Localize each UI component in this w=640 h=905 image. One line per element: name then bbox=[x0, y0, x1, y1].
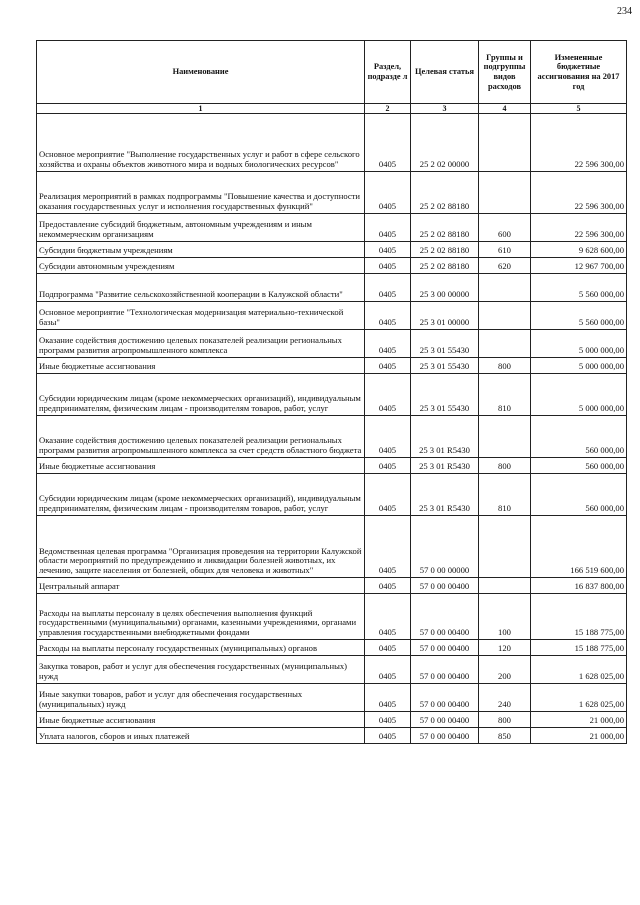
row-target: 25 3 01 R5430 bbox=[411, 416, 479, 458]
table-row bbox=[37, 358, 627, 374]
row-name: Иные бюджетные ассигнования bbox=[37, 358, 365, 374]
row-amount: 560 000,00 bbox=[531, 416, 627, 458]
table-row bbox=[37, 516, 627, 578]
row-section: 0405 bbox=[365, 578, 411, 594]
row-target: 57 0 00 00400 bbox=[411, 594, 479, 640]
row-amount: 16 837 800,00 bbox=[531, 578, 627, 594]
budget-table bbox=[36, 40, 627, 744]
row-amount: 166 519 600,00 bbox=[531, 516, 627, 578]
row-name: Субсидии юридическим лицам (кроме некоммерческих организаций), индивидуальным предпринимателям, физическим лицам - производителям товаров, работ, услуг bbox=[37, 474, 365, 516]
row-name: Иные закупки товаров, работ и услуг для обеспечения государственных (муниципальных) нужд bbox=[37, 684, 365, 712]
row-name: Расходы на выплаты персоналу в целях обеспечения выполнения функций государственными (муниципальными) органами, казенными учреждениями, органами управления государственными внебюджетными фондами bbox=[37, 594, 365, 640]
table-body bbox=[37, 114, 627, 744]
row-amount: 21 000,00 bbox=[531, 712, 627, 728]
row-group bbox=[479, 516, 531, 578]
table-row bbox=[37, 214, 627, 242]
row-target: 25 2 02 88180 bbox=[411, 242, 479, 258]
row-name: Предоставление субсидий бюджетным, автономным учреждениям и иным некоммерческим организациям bbox=[37, 214, 365, 242]
row-section: 0405 bbox=[365, 214, 411, 242]
row-amount: 560 000,00 bbox=[531, 458, 627, 474]
row-target: 25 2 02 00000 bbox=[411, 114, 479, 172]
row-name: Подпрограмма "Развитие сельскохозяйственной кооперации в Калужской области" bbox=[37, 274, 365, 302]
row-target: 25 2 02 88180 bbox=[411, 214, 479, 242]
row-target: 25 3 01 55430 bbox=[411, 358, 479, 374]
table-row bbox=[37, 640, 627, 656]
row-amount: 15 188 775,00 bbox=[531, 594, 627, 640]
row-group: 620 bbox=[479, 258, 531, 274]
table-row bbox=[37, 728, 627, 744]
table-row bbox=[37, 330, 627, 358]
row-group: 800 bbox=[479, 458, 531, 474]
row-target: 57 0 00 00400 bbox=[411, 684, 479, 712]
row-target: 25 3 00 00000 bbox=[411, 274, 479, 302]
row-section: 0405 bbox=[365, 474, 411, 516]
row-group: 800 bbox=[479, 358, 531, 374]
row-name: Расходы на выплаты персоналу государственных (муниципальных) органов bbox=[37, 640, 365, 656]
table-row bbox=[37, 656, 627, 684]
table-row bbox=[37, 684, 627, 712]
header-budget: Измененные бюджетные ассигнования на 2017 год bbox=[531, 41, 627, 104]
row-amount: 15 188 775,00 bbox=[531, 640, 627, 656]
row-amount: 22 596 300,00 bbox=[531, 214, 627, 242]
row-target: 57 0 00 00400 bbox=[411, 656, 479, 684]
row-group: 800 bbox=[479, 712, 531, 728]
row-section: 0405 bbox=[365, 358, 411, 374]
table-row bbox=[37, 274, 627, 302]
row-name: Субсидии бюджетным учреждениям bbox=[37, 242, 365, 258]
table-row bbox=[37, 302, 627, 330]
table-row bbox=[37, 594, 627, 640]
row-amount: 12 967 700,00 bbox=[531, 258, 627, 274]
column-number: 4 bbox=[479, 104, 531, 114]
table-row bbox=[37, 242, 627, 258]
table-header bbox=[37, 41, 627, 114]
row-target: 25 3 01 00000 bbox=[411, 302, 479, 330]
page-number: 234 bbox=[617, 6, 632, 17]
row-group bbox=[479, 172, 531, 214]
row-group: 200 bbox=[479, 656, 531, 684]
row-amount: 5 000 000,00 bbox=[531, 358, 627, 374]
row-section: 0405 bbox=[365, 640, 411, 656]
header-section: Раздел, подразде л bbox=[365, 41, 411, 104]
table-row bbox=[37, 416, 627, 458]
table-row bbox=[37, 712, 627, 728]
row-group: 610 bbox=[479, 242, 531, 258]
column-number: 5 bbox=[531, 104, 627, 114]
row-group: 120 bbox=[479, 640, 531, 656]
row-name: Реализация мероприятий в рамках подпрограммы "Повышение качества и доступности оказания государственных услуг и исполнения государственных функций" bbox=[37, 172, 365, 214]
row-group bbox=[479, 302, 531, 330]
row-group: 810 bbox=[479, 474, 531, 516]
row-group bbox=[479, 330, 531, 358]
row-name: Уплата налогов, сборов и иных платежей bbox=[37, 728, 365, 744]
row-section: 0405 bbox=[365, 274, 411, 302]
row-target: 25 3 01 55430 bbox=[411, 374, 479, 416]
row-amount: 5 560 000,00 bbox=[531, 302, 627, 330]
row-target: 25 2 02 88180 bbox=[411, 258, 479, 274]
row-target: 57 0 00 00400 bbox=[411, 712, 479, 728]
row-target: 25 3 01 55430 bbox=[411, 330, 479, 358]
column-number: 1 bbox=[37, 104, 365, 114]
row-name: Иные бюджетные ассигнования bbox=[37, 712, 365, 728]
table-row bbox=[37, 258, 627, 274]
table-row bbox=[37, 374, 627, 416]
row-group bbox=[479, 578, 531, 594]
row-name: Основное мероприятие "Технологическая модернизация материально-технической базы" bbox=[37, 302, 365, 330]
row-target: 57 0 00 00400 bbox=[411, 640, 479, 656]
row-name: Основное мероприятие "Выполнение государственных услуг и работ в сфере сельского хозяйства и охраны объектов животного мира и водных биологических ресурсов" bbox=[37, 114, 365, 172]
table-row bbox=[37, 172, 627, 214]
row-section: 0405 bbox=[365, 416, 411, 458]
row-group: 850 bbox=[479, 728, 531, 744]
row-name: Оказание содействия достижению целевых показателей реализации региональных программ развития агропромышленного комплекса за счет средств областного бюджета bbox=[37, 416, 365, 458]
row-amount: 1 628 025,00 bbox=[531, 684, 627, 712]
row-name: Ведомственная целевая программа "Организация проведения на территории Калужской области мероприятий по предупреждению и ликвидации болезней животных, их лечению, защите населения от болезней, общих для человека и животных" bbox=[37, 516, 365, 578]
row-group: 810 bbox=[479, 374, 531, 416]
column-number: 2 bbox=[365, 104, 411, 114]
row-name: Иные бюджетные ассигнования bbox=[37, 458, 365, 474]
header-groups: Группы и подгруппы видов расходов bbox=[479, 41, 531, 104]
row-amount: 22 596 300,00 bbox=[531, 172, 627, 214]
row-section: 0405 bbox=[365, 258, 411, 274]
row-name: Центральный аппарат bbox=[37, 578, 365, 594]
table-row bbox=[37, 114, 627, 172]
table-row bbox=[37, 578, 627, 594]
row-section: 0405 bbox=[365, 712, 411, 728]
row-section: 0405 bbox=[365, 172, 411, 214]
row-target: 25 3 01 R5430 bbox=[411, 474, 479, 516]
row-target: 25 3 01 R5430 bbox=[411, 458, 479, 474]
row-section: 0405 bbox=[365, 594, 411, 640]
row-section: 0405 bbox=[365, 330, 411, 358]
row-section: 0405 bbox=[365, 728, 411, 744]
row-section: 0405 bbox=[365, 516, 411, 578]
row-section: 0405 bbox=[365, 302, 411, 330]
row-section: 0405 bbox=[365, 458, 411, 474]
row-name: Оказание содействия достижению целевых показателей реализации региональных программ развития агропромышленного комплекса bbox=[37, 330, 365, 358]
row-name: Субсидии юридическим лицам (кроме некоммерческих организаций), индивидуальным предпринимателям, физическим лицам - производителям товаров, работ, услуг bbox=[37, 374, 365, 416]
header-target: Целевая статья bbox=[411, 41, 479, 104]
table-row bbox=[37, 458, 627, 474]
row-amount: 560 000,00 bbox=[531, 474, 627, 516]
row-group: 600 bbox=[479, 214, 531, 242]
row-section: 0405 bbox=[365, 114, 411, 172]
row-group bbox=[479, 114, 531, 172]
row-amount: 22 596 300,00 bbox=[531, 114, 627, 172]
row-section: 0405 bbox=[365, 684, 411, 712]
header-name: Наименование bbox=[37, 41, 365, 104]
row-amount: 9 628 600,00 bbox=[531, 242, 627, 258]
row-group: 100 bbox=[479, 594, 531, 640]
row-name: Субсидии автономным учреждениям bbox=[37, 258, 365, 274]
row-amount: 5 000 000,00 bbox=[531, 330, 627, 358]
row-target: 25 2 02 88180 bbox=[411, 172, 479, 214]
row-section: 0405 bbox=[365, 656, 411, 684]
row-amount: 5 560 000,00 bbox=[531, 274, 627, 302]
row-group: 240 bbox=[479, 684, 531, 712]
row-section: 0405 bbox=[365, 374, 411, 416]
row-group bbox=[479, 274, 531, 302]
column-number: 3 bbox=[411, 104, 479, 114]
row-amount: 5 000 000,00 bbox=[531, 374, 627, 416]
row-amount: 1 628 025,00 bbox=[531, 656, 627, 684]
row-target: 57 0 00 00400 bbox=[411, 728, 479, 744]
table-row bbox=[37, 474, 627, 516]
row-section: 0405 bbox=[365, 242, 411, 258]
row-group bbox=[479, 416, 531, 458]
row-amount: 21 000,00 bbox=[531, 728, 627, 744]
row-name: Закупка товаров, работ и услуг для обеспечения государственных (муниципальных) нужд bbox=[37, 656, 365, 684]
row-target: 57 0 00 00400 bbox=[411, 578, 479, 594]
row-target: 57 0 00 00000 bbox=[411, 516, 479, 578]
